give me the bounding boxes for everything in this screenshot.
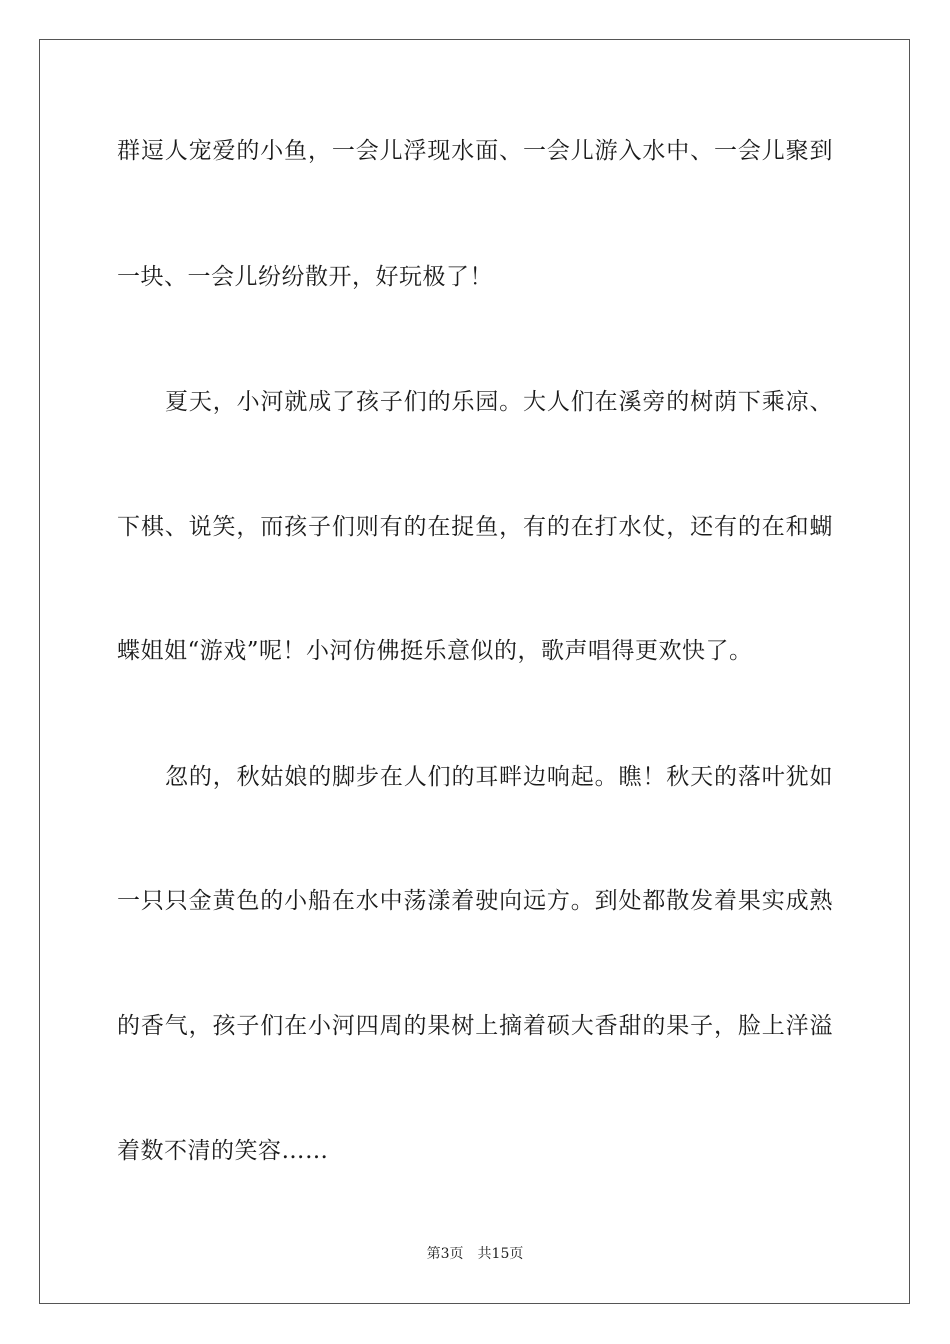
text-line: 下棋、说笑，而孩子们则有的在捉鱼，有的在打水仗，还有的在和蝴: [117, 514, 833, 540]
text-line: 的香气，孩子们在小河四周的果树上摘着硕大香甜的果子，脸上洋溢: [117, 1013, 833, 1039]
text-line: 一块、一会儿纷纷散开，好玩极了！: [117, 264, 493, 290]
text-line: 群逗人宠爱的小鱼，一会儿浮现水面、一会儿游入水中、一会儿聚到: [117, 138, 833, 164]
page-total: 共15页: [477, 1246, 524, 1262]
text-line: 夏天，小河就成了孩子们的乐园。大人们在溪旁的树荫下乘凉、: [165, 389, 833, 415]
text-line: 着数不清的笑容……: [117, 1138, 329, 1164]
page-footer: [0, 1245, 950, 1263]
text-line: 一只只金黄色的小船在水中荡漾着驶向远方。到处都散发着果实成熟: [117, 888, 833, 914]
text-line: 蝶姐姐“游戏”呢！小河仿佛挺乐意似的，歌声唱得更欢快了。: [117, 638, 753, 664]
page-number: 第3页: [426, 1246, 464, 1262]
page-frame: [39, 39, 910, 1304]
text-line: 忽的，秋姑娘的脚步在人们的耳畔边响起。瞧！秋天的落叶犹如: [165, 764, 833, 790]
